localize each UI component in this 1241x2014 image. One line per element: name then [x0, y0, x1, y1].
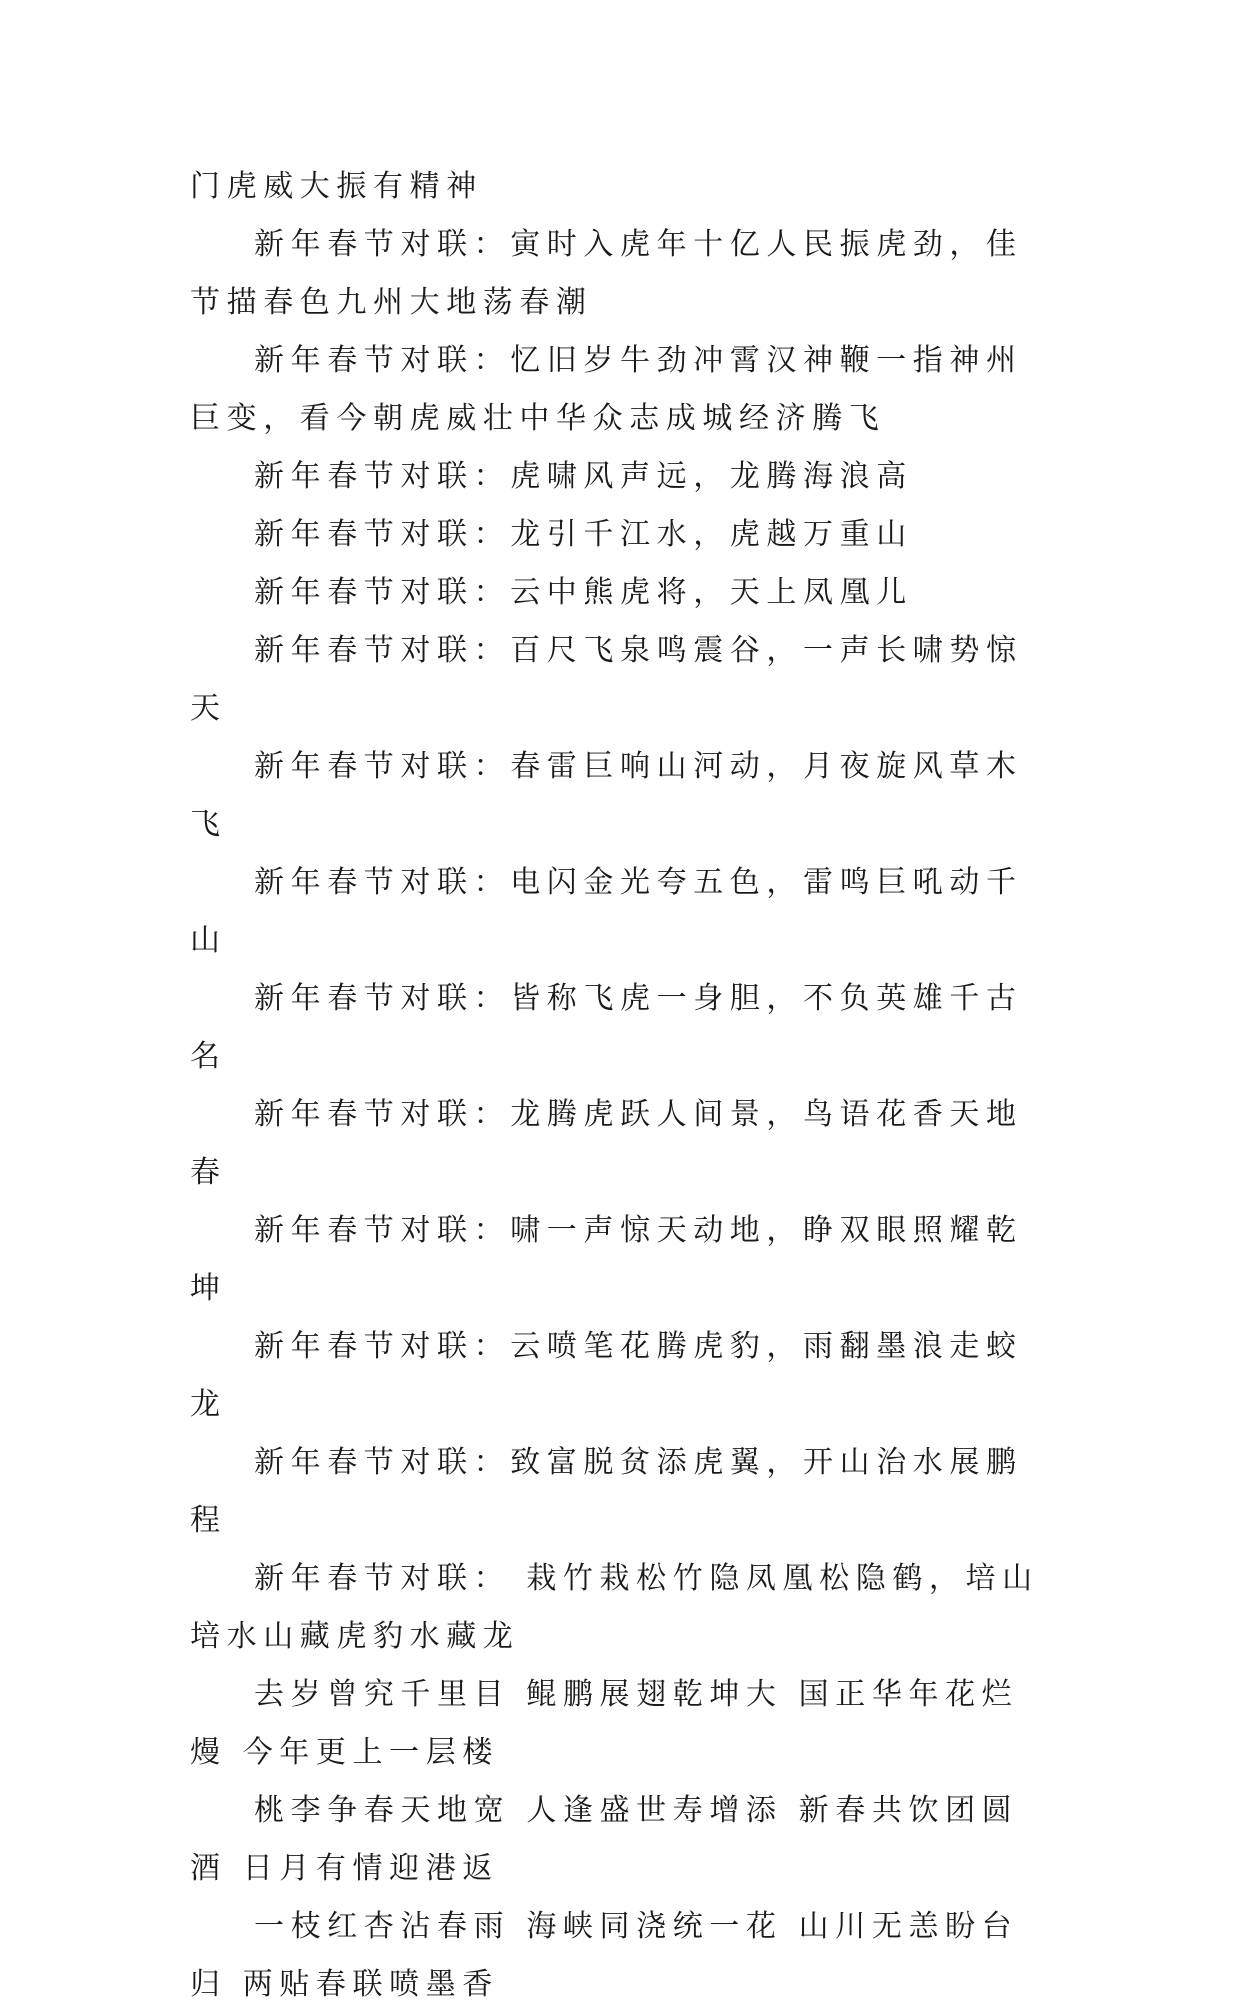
paragraph-couplet: 新年春节对联：啸一声惊天动地，睁双眼照耀乾坤 — [190, 1213, 1023, 1306]
paragraph-poem: 一枝红杏沾春雨 海峡同浇统一花 山川无恙盼台归 两贴春联喷墨香 — [190, 1909, 1019, 2002]
paragraph-couplet: 新年春节对联：龙腾虎跃人间景，鸟语花香天地春 — [190, 1097, 1023, 1190]
paragraph-couplet: 新年春节对联：致富脱贫添虎翼，开山治水展鹏程 — [190, 1445, 1023, 1538]
paragraph-couplet: 新年春节对联：皆称飞虎一身胆，不负英雄千古名 — [190, 981, 1023, 1074]
paragraph-couplet: 新年春节对联：百尺飞泉鸣震谷，一声长啸势惊天 — [190, 633, 1023, 726]
paragraph-couplet: 新年春节对联： 栽竹栽松竹隐凤凰松隐鹤，培山培水山藏虎豹水藏龙 — [190, 1561, 1039, 1654]
paragraph-couplet: 新年春节对联：云中熊虎将，天上凤凰儿 — [254, 575, 913, 610]
document-body — [190, 158, 1050, 2014]
paragraph-couplet: 新年春节对联：云喷笔花腾虎豹，雨翻墨浪走蛟龙 — [190, 1329, 1023, 1422]
paragraph-couplet: 新年春节对联：龙引千江水，虎越万重山 — [254, 517, 913, 552]
paragraph-poem: 去岁曾究千里目 鲲鹏展翅乾坤大 国正华年花烂熳 今年更上一层楼 — [190, 1677, 1019, 1770]
paragraph-couplet: 新年春节对联：电闪金光夸五色，雷鸣巨吼动千山 — [190, 865, 1023, 958]
paragraph-couplet: 新年春节对联：春雷巨响山河动，月夜旋风草木飞 — [190, 749, 1023, 842]
paragraph-poem: 桃李争春天地宽 人逢盛世寿增添 新春共饮团圆酒 日月有情迎港返 — [190, 1793, 1019, 1886]
paragraph-continuation: 门虎威大振有精神 — [190, 169, 483, 204]
paragraph-couplet: 新年春节对联：虎啸风声远，龙腾海浪高 — [254, 459, 913, 494]
paragraph-couplet: 新年春节对联：忆旧岁牛劲冲霄汉神鞭一指神州巨变，看今朝虎威壮中华众志成城经济腾飞 — [190, 343, 1023, 436]
paragraph-couplet: 新年春节对联：寅时入虎年十亿人民振虎劲，佳节描春色九州大地荡春潮 — [190, 227, 1023, 320]
